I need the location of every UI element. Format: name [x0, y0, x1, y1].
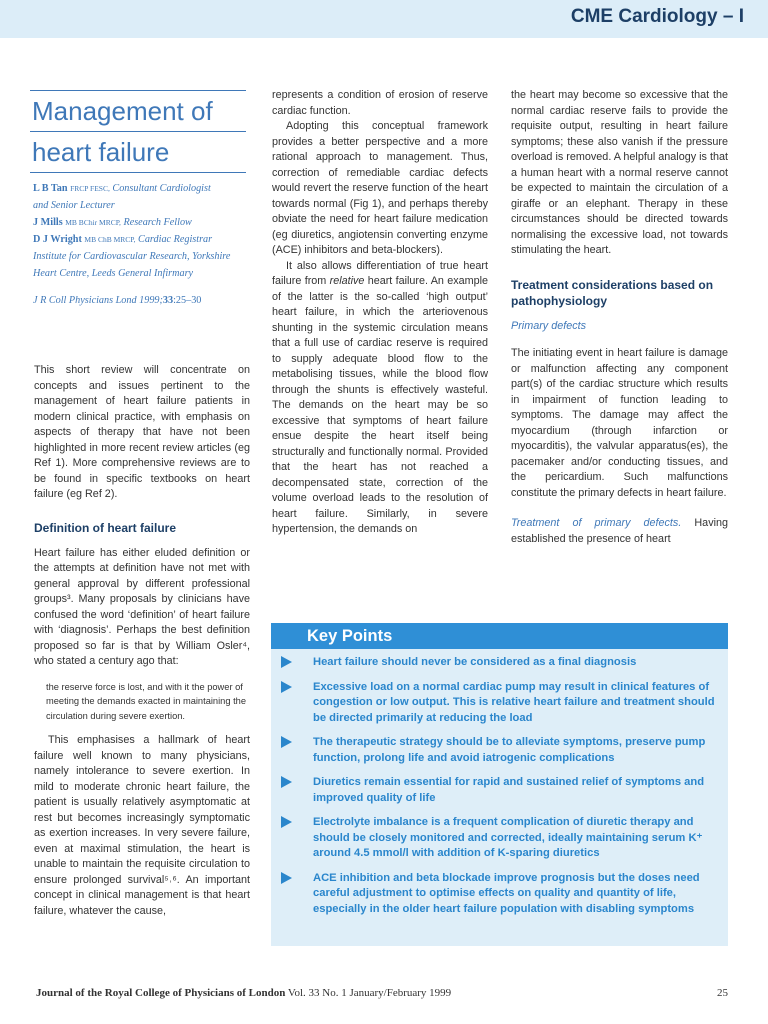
- col2-paragraph-3: [272, 259, 488, 538]
- col2-paragraph-2: Adopting this conceptual framework provides a better perspective and a more rational approach to management. Thus, correction of remediable cardiac defects would revert the reserve function of the heart towards normal (Fig 1), and perhaps thereby obviate the need for heart failure medication (eg diuretics, angiotensin converting enzyme (ACE) inhibitors and beta-blockers).: [272, 120, 488, 256]
- triangle-bullet-icon: [281, 736, 292, 748]
- triangle-bullet-icon: [281, 681, 292, 693]
- col2-paragraph-1: represents a condition of erosion of reserve cardiac function.: [272, 89, 488, 117]
- primary-defects-subheading: Primary defects: [511, 319, 586, 332]
- triangle-bullet-icon: [281, 656, 292, 668]
- text-run: It also allows differentiation of true heart failure from: [272, 259, 488, 287]
- triangle-bullet-icon: [281, 872, 292, 884]
- key-point-text: Diuretics remain essential for rapid and sustained relief of symptoms and improved quality of life: [313, 776, 705, 804]
- author-degrees: FRCP FESC,: [70, 184, 110, 193]
- section-title: CME Cardiology – I: [570, 6, 744, 27]
- column-2: [272, 88, 488, 538]
- key-point-text: Heart failure should never be considered as a final diagnosis: [313, 656, 637, 668]
- article-title-line2: heart failure: [32, 137, 170, 167]
- citation-journal: J R Coll Physicians Lond: [33, 295, 137, 306]
- page-footer: [36, 987, 728, 999]
- author-wright: [33, 231, 253, 248]
- key-points-title: Key Points: [271, 623, 728, 649]
- text-run: Having established the presence of heart: [511, 517, 728, 545]
- column-1: [34, 363, 250, 919]
- triangle-bullet-icon: [281, 776, 292, 788]
- key-points-list: [271, 649, 728, 917]
- column-3: [511, 88, 728, 547]
- citation-pages: :25–30: [173, 295, 202, 306]
- author-tan-role-cont: and Senior Lecturer: [33, 200, 115, 211]
- key-point-text: Electrolyte imbalance is a frequent complication of diuretic therapy and should be closely monitored and corrected, ideally maintaining serum K⁺ around 4.5 mmol/l with addition of K-sparing diuretics: [313, 816, 703, 859]
- author-name: D J Wright: [33, 234, 82, 245]
- author-role: Consultant Cardiologist: [112, 183, 211, 194]
- triangle-bullet-icon: [281, 816, 292, 828]
- key-point-item: [281, 680, 718, 727]
- author-role: Cardiac Registrar: [138, 234, 213, 245]
- key-point-text: The therapeutic strategy should be to alleviate symptoms, preserve pump function, prolong life and avoid iatrogenic complications: [313, 736, 706, 764]
- title-rule-bottom: [30, 172, 246, 173]
- emphasis-relative: relative: [329, 275, 365, 287]
- key-point-item: [281, 815, 718, 862]
- citation-year: 1999;: [139, 295, 163, 306]
- author-mills: [33, 214, 253, 231]
- key-points-box: [271, 623, 728, 946]
- key-point-text: Excessive load on a normal cardiac pump may result in clinical features of congestion or low output. This is relative heart failure and treatment should be directed primarily at reducing the load: [313, 680, 715, 724]
- author-tan: [33, 180, 253, 197]
- treatment-heading: Treatment considerations based on pathophysiology: [511, 277, 714, 308]
- page-number: 25: [717, 987, 728, 999]
- article-title-block: [30, 90, 246, 173]
- author-degrees: MB BChir MRCP,: [65, 218, 121, 227]
- col3-paragraph-2: The initiating event in heart failure is damage or malfunction affecting any component part(s) of the cardiac structure which results in impairment of function leading to symptoms. The damage may affect the myocardium (through infarction or myocarditis), the valvular apparatus(es), the pacemaker and/or conducting tissues, and the pericardium. Such malfunctions constitute the primary defects in heart failure.: [511, 347, 728, 499]
- author-degrees: MB ChB MRCP,: [84, 235, 136, 244]
- footer-issue: Vol. 33 No. 1 January/February 1999: [287, 987, 452, 999]
- col3-paragraph-3: [511, 516, 728, 547]
- definition-paragraph-2: This emphasises a hallmark of heart failure well known to many physicians, namely intolerance to severe exertion. In mild to moderate chronic heart failure, the patient is usually relatively asymptomatic at rest but becomes increasingly symptomatic as exertion increases. In very severe failure, even at maximal stimulation, the heart is unable to maintain the requisite circulation to ensure prolonged survival⁵˒⁶. An important concept in clinical management is that heart failure, whatever the cause,: [34, 734, 250, 917]
- footer-journal: Journal of the Royal College of Physicians of London: [36, 987, 286, 999]
- osler-quote: the reserve force is lost, and with it the power of meeting the demands exacted in maintaining the circulation during severe exertion.: [46, 681, 247, 721]
- affiliation: Institute for Cardiovascular Research, Yorkshire Heart Centre, Leeds General Infirmary: [33, 251, 231, 279]
- author-name: L B Tan: [33, 183, 68, 194]
- key-point-text: ACE inhibition and beta blockade improve prognosis but the doses need careful adjustment to optimise effects on quality and quantity of life, especially in the older heart failure population with disabling symptoms: [313, 871, 700, 915]
- citation-volume: 33: [162, 295, 174, 306]
- author-list: [33, 180, 253, 309]
- author-name: J Mills: [33, 217, 63, 228]
- definition-paragraph-1: Heart failure has either eluded definition or the attempts at definition have not met with general approval by different professional groups³. Many proposals by clinicians have confused the word ‘definition’ of heart failure with ‘diagnosis’. Perhaps the best definition proposed so far is that by William Osler⁴, who stated a century ago that:: [34, 546, 250, 667]
- run-in-heading: Treatment of primary defects.: [511, 517, 682, 529]
- key-point-item: [281, 735, 718, 766]
- key-point-item: [281, 775, 718, 806]
- citation: [33, 292, 253, 309]
- key-point-item: [281, 655, 718, 671]
- text-run: heart failure. An example of the latter is the so-called ‘high output’ heart failure, in which the arteriovenous shunting in the systemic circulation means that a full use of cardiac reserve is required to supply adequate blood flow to the metabolising tissues, while the blood flow through the shunts is effectively wasteful. The demands on the heart may be so excessive that symptoms of heart failure ensue despite the heart itself being structurally and functionally normal. Provided that the heart has not reached a decompensated state, correction of the volume overload leads to the resolution of heart failure. Similarly, in severe hypertension, the demands on: [272, 275, 489, 535]
- definition-heading: Definition of heart failure: [34, 520, 177, 535]
- key-point-item: [281, 871, 718, 918]
- article-title-line1: Management of: [32, 96, 213, 126]
- author-role: Research Fellow: [123, 217, 192, 228]
- col3-paragraph-1: the heart may become so excessive that the normal cardiac reserve fails to provide the requisite output, resulting in heart failure symptoms; these also vanish if the pressure overload is removed. A helpful analogy is that a human heart with a normal reserve cannot be expected to maintain the circulation of a giraffe or an elephant. Therapy in these circumstances should be directed towards normalising the excessive load, not towards stimulating the heart.: [511, 89, 728, 256]
- intro-paragraph: This short review will concentrate on concepts and issues pertinent to the management of heart failure patients in modern clinical practice, with emphasis on aspects of therapy that have not been highlighted in more recent review articles (eg Ref 1). More comprehensive reviews are to be found in specific textbooks on heart failure (eg Ref 2).: [34, 364, 250, 500]
